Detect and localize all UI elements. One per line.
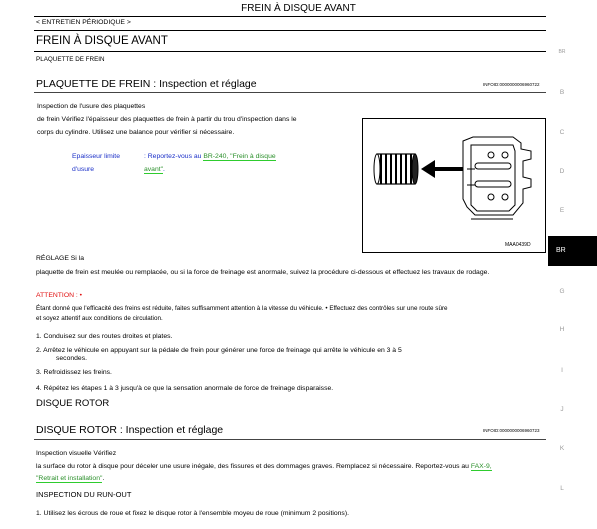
attention-line2: et soyez attentif aux conditions de circulation.	[36, 315, 163, 322]
section1-infoid: INFOID:0000000006960722	[483, 82, 540, 87]
section1-title: PLAQUETTE DE FREIN : Inspection et réglage	[36, 78, 257, 90]
caliper-body-icon	[463, 137, 531, 219]
step-3: 3. Refroidissez les freins.	[36, 369, 112, 376]
section1-para-line2: de frein Vérifiez l'épaisseur des plaquettes de frein à partir du trou d'inspection dans le	[37, 116, 297, 123]
limit-label-2: d'usure	[72, 166, 95, 173]
visual-line2-prefix: la surface du rotor à disque pour déceler une usure inégale, des fissures et des dommages graves. Remplacez si nécessaire. Reportez-vous au	[36, 463, 471, 470]
brake-caliper-figure	[362, 118, 546, 253]
side-index-c[interactable]: C	[559, 129, 565, 136]
step-2a: 2. Arrêtez le véhicule en appuyant sur la pédale de frein pour générer une force de freinage qui arrête le véhicule en 3 à 5	[36, 347, 402, 354]
section2-title: DISQUE ROTOR : Inspection et réglage	[36, 424, 224, 436]
runout-heading: INSPECTION DU RUN-OUT	[36, 490, 132, 499]
limit-link-1[interactable]: BR-240, "Frein à disque	[203, 153, 276, 160]
heading-rule	[34, 51, 546, 52]
attention-label: ATTENTION : •	[36, 292, 83, 299]
side-index-i[interactable]: I	[561, 367, 563, 374]
breadcrumb[interactable]: < ENTRETIEN PÉRIODIQUE >	[36, 19, 131, 26]
side-index-k[interactable]: K	[559, 445, 565, 452]
side-index-d[interactable]: D	[559, 168, 565, 175]
limit-label-1: Epaisseur limite	[72, 153, 120, 160]
visual-line3	[36, 475, 104, 482]
visual-line3-suffix: .	[102, 475, 105, 482]
visual-line2	[36, 463, 492, 470]
step-2b: secondes.	[56, 355, 87, 362]
attention-line1: Étant donné que l'efficacité des freins est réduite, faites suffisamment attention à la vitesse du véhicule. • Effectuez des contrôles sur une route sûre	[36, 305, 448, 312]
rotor-heading: DISQUE ROTOR	[36, 398, 110, 409]
section2-infoid: INFOID:0000000006960723	[483, 428, 540, 433]
arrow-left-icon	[421, 160, 463, 178]
visual-inspection: Inspection visuelle Vérifiez	[36, 450, 117, 457]
side-index-br-top[interactable]: BR	[558, 49, 566, 55]
limit-text-suffix: .	[163, 166, 165, 173]
breadcrumb-rule	[34, 30, 546, 31]
limit-link-row	[144, 166, 165, 173]
reglage-line1: RÉGLAGE Si la	[36, 255, 84, 262]
runout-step-1: 1. Utilisez les écrous de roue et fixez le disque rotor à l'ensemble moyeu de roue (minimum 2 positions).	[36, 510, 349, 517]
caliper-illustration	[363, 119, 545, 252]
visual-link-1[interactable]: FAX-9,	[470, 463, 492, 470]
side-index-e[interactable]: E	[559, 207, 565, 214]
side-index-l[interactable]: L	[560, 485, 564, 492]
main-heading: FREIN À DISQUE AVANT	[36, 35, 168, 47]
section2-rule	[34, 439, 546, 440]
side-index-g[interactable]: G	[559, 288, 565, 295]
side-index-b[interactable]: B	[559, 89, 565, 96]
reglage-line2: plaquette de frein est meulée ou remplacée, ou si la force de freinage est anormale, suivez la procédure ci-dessous et effectuez les travaux de rodage.	[36, 269, 490, 276]
limit-text-prefix: : Reportez-vous au	[144, 153, 204, 160]
visual-link-2[interactable]: "Retrait et installation"	[36, 475, 103, 482]
section1-para-line3: corps du cylindre. Utilisez une balance pour vérifier si nécessaire.	[37, 129, 235, 136]
header-rule	[34, 16, 546, 17]
step-1: 1. Conduisez sur des routes droites et plates.	[36, 333, 173, 340]
limit-link-2[interactable]: avant"	[144, 166, 164, 173]
brake-pad-icon	[374, 154, 418, 184]
section1-para-line1: Inspection de l'usure des plaquettes	[37, 103, 146, 110]
limit-text	[144, 153, 276, 160]
subheading: PLAQUETTE DE FREIN	[36, 56, 105, 63]
side-index-h[interactable]: H	[559, 326, 565, 333]
section1-rule	[34, 92, 546, 93]
side-index-active[interactable]: BR	[548, 236, 597, 266]
side-index-j[interactable]: J	[560, 406, 564, 413]
step-4: 4. Répétez les étapes 1 à 3 jusqu'à ce que la sensation anormale de force de freinage disparaisse.	[36, 385, 334, 392]
figure-code: MAA0439D	[505, 242, 531, 248]
page-title: FREIN À DISQUE AVANT	[241, 3, 356, 14]
